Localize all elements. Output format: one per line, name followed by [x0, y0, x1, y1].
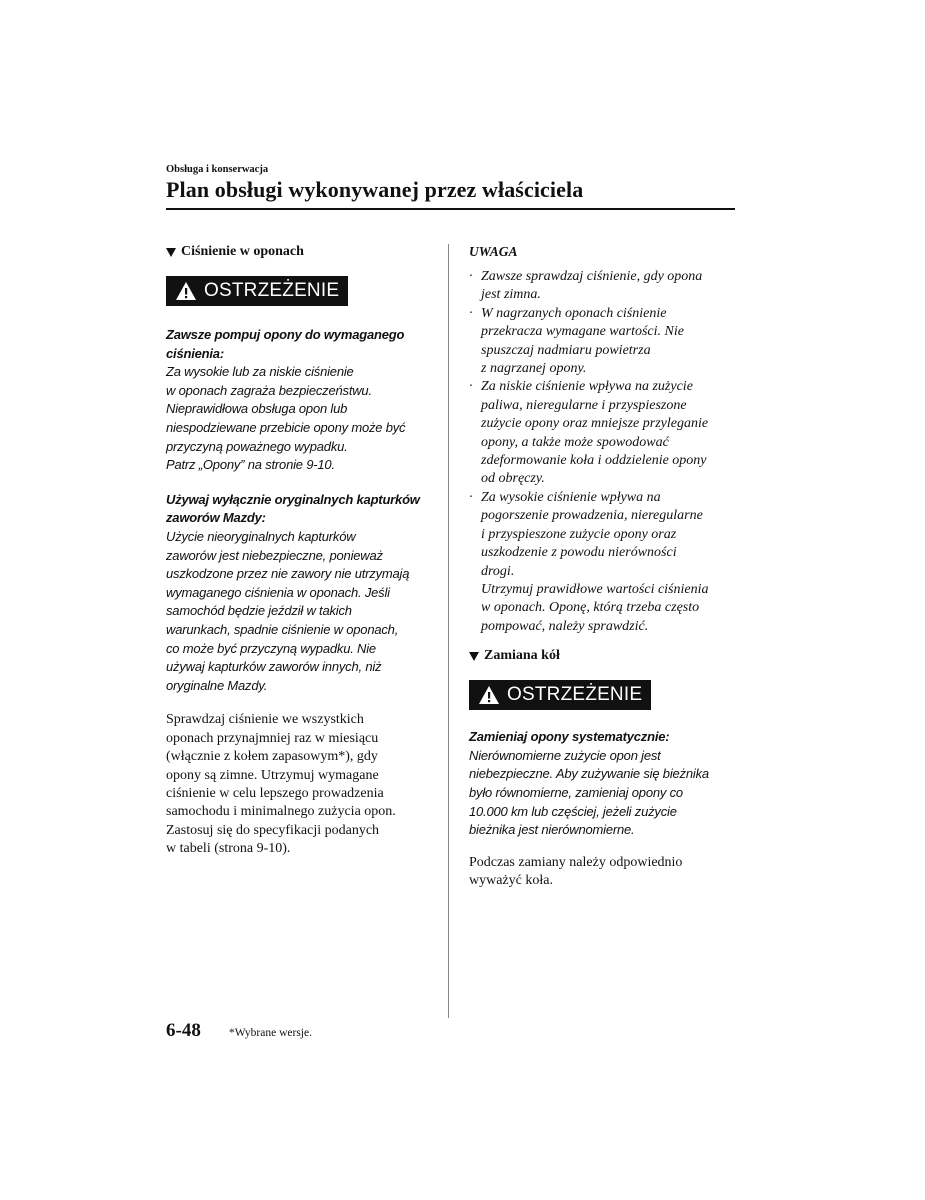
warning-line: niespodziewane przebicie opony może być [166, 419, 406, 435]
triangle-down-icon [469, 652, 479, 661]
warning-icon [478, 685, 500, 705]
column-divider [448, 244, 449, 1018]
note-line: Za wysokie ciśnienie wpływa na [481, 489, 661, 505]
note-item [469, 378, 739, 488]
warning-line: bieżnika jest nierównomierne. [469, 822, 635, 838]
note-line: Za niskie ciśnienie wpływa na zużycie [481, 379, 693, 395]
subheading-text: Ciśnienie w oponach [181, 244, 304, 259]
warning-line: było równomierne, zamieniaj opony co [469, 784, 683, 800]
page-title: Plan obsługi wykonywanej przez właściciela [166, 177, 584, 202]
note-line: opony, a także może spowodować [481, 434, 669, 450]
note-line: spuszczaj nadmiaru powietrza [481, 342, 651, 358]
warning-line: Patrz „Opony” na stronie 9-10. [166, 457, 335, 473]
note-line: jest zimna. [481, 287, 541, 303]
footnote: *Wybrane wersje. [229, 1027, 312, 1039]
subheading-text: Zamiana kół [484, 648, 560, 664]
warning-line: używaj kapturków zaworów innych, niż [166, 659, 382, 675]
triangle-down-icon [166, 248, 176, 257]
body-line: (włącznie z kołem zapasowym*), gdy [166, 749, 378, 765]
warning-line: warunkach, spadnie ciśnienie w oponach, [166, 621, 399, 637]
note-line: uszkodzenie z powodu nierówności [481, 545, 677, 561]
note-text [481, 268, 702, 305]
warning-line: zaworów jest niebezpieczne, ponieważ [166, 547, 383, 563]
note-line: drogi. [481, 563, 515, 579]
note-line: przekracza wymagane wartości. Nie [481, 324, 684, 340]
note-bullet: · [469, 489, 473, 505]
body-paragraph [166, 711, 436, 858]
warning-icon [175, 281, 197, 301]
warning-banner [469, 680, 651, 710]
warning-banner [166, 276, 348, 306]
body-line: Zastosuj się do specyfikacji podanych [166, 822, 380, 838]
warning-line: uszkodzone przez nie zawory nie utrzymają [166, 566, 410, 582]
note-heading: UWAGA [469, 244, 518, 259]
note-line: i przyspieszone zużycie opony oraz [481, 526, 677, 542]
body-line: samochodu i minimalnego zużycia opon. [166, 804, 396, 820]
warning-line: niebezpieczne. Aby zużywanie się bieżnika [469, 766, 709, 782]
section-label: Obsługa i konserwacja [166, 164, 269, 175]
note-item [469, 489, 739, 636]
body-line: oponach przynajmniej raz w miesiącu [166, 730, 379, 746]
note-line: z nagrzanej opony. [481, 361, 587, 377]
note-line: paliwa, nieregularne i przyspieszone [481, 397, 687, 413]
note-line: W nagrzanych oponach ciśnienie [481, 305, 667, 321]
warning-title-line: Używaj wyłącznie oryginalnych kapturków [166, 491, 420, 507]
warning-line: samochód będzie jeździł w takich [166, 603, 352, 619]
note-line: Utrzymuj prawidłowe wartości ciśnienia [481, 581, 709, 597]
note-line: pompować, należy sprawdzić. [481, 618, 649, 634]
warning-banner-wrap [166, 276, 436, 306]
note-text [481, 305, 684, 379]
note-bullet: · [469, 269, 473, 284]
body-line: Sprawdzaj ciśnienie we wszystkich [166, 712, 364, 728]
note-line: Zawsze sprawdzaj ciśnienie, gdy opona [481, 269, 703, 284]
note-bullet: · [469, 379, 473, 395]
body-paragraph [469, 854, 739, 891]
warning-line: Za wysokie lub za niskie ciśnienie [166, 364, 354, 380]
note-item [469, 268, 739, 305]
warning-title-line: zaworów Mazdy: [166, 510, 266, 526]
note-bullet: · [469, 305, 473, 321]
warning-line: Użycie nieoryginalnych kapturków [166, 528, 356, 544]
note-line: od obręczy. [481, 471, 545, 487]
warning-text-rotation [469, 728, 739, 840]
warning-line: 10.000 km lub częściej, jeżeli zużycie [469, 803, 677, 819]
warning-title-line: ciśnienia: [166, 345, 224, 361]
warning-banner-wrap [469, 680, 739, 710]
note-text [481, 378, 708, 488]
left-column [166, 244, 436, 859]
warning-line: wymaganego ciśnienia w oponach. Jeśli [166, 584, 390, 600]
note-line: zużycie opony oraz mniejsze przyleganie [481, 416, 709, 432]
warning-line: co może być przyczyną wypadku. Nie [166, 640, 376, 656]
note-list [469, 268, 739, 636]
body-line: opony są zimne. Utrzymuj wymagane [166, 767, 379, 783]
warning-label: OSTRZEŻENIE [204, 280, 340, 301]
warning-line: w oponach zagraża bezpieczeństwu. [166, 382, 372, 398]
right-column [469, 244, 739, 891]
warning-line: oryginalne Mazdy. [166, 677, 268, 693]
note-item [469, 305, 739, 379]
body-line: Podczas zamiany należy odpowiednio [469, 854, 683, 870]
warning-line: przyczyną poważnego wypadku. [166, 438, 348, 454]
warning-line: Nierównomierne zużycie opon jest [469, 747, 661, 763]
warning-title-line: Zawsze pompuj opony do wymaganego [166, 327, 405, 342]
body-line: ciśnienie w celu lepszego prowadzenia [166, 785, 384, 801]
warning-text-pressure [166, 326, 436, 475]
subheading-tire-pressure [166, 244, 436, 260]
subheading-tire-rotation [469, 648, 739, 664]
warning-line: Nieprawidłowa obsługa opon lub [166, 401, 348, 417]
warning-label: OSTRZEŻENIE [507, 684, 643, 706]
note-text [481, 489, 709, 636]
note-line: pogorszenie prowadzenia, nieregularne [481, 508, 703, 524]
title-rule [166, 208, 735, 210]
warning-title-line: Zamieniaj opony systematycznie: [469, 729, 670, 745]
page-number: 6-48 [166, 1020, 201, 1041]
body-line: w tabeli (strona 9-10). [166, 841, 291, 857]
note-line: zdeformowanie koła i oddzielenie opony [481, 453, 707, 469]
body-line: wyważyć koła. [469, 873, 553, 889]
warning-text-valve-caps [166, 491, 436, 696]
note-line: w oponach. Oponę, którą trzeba często [481, 600, 700, 616]
